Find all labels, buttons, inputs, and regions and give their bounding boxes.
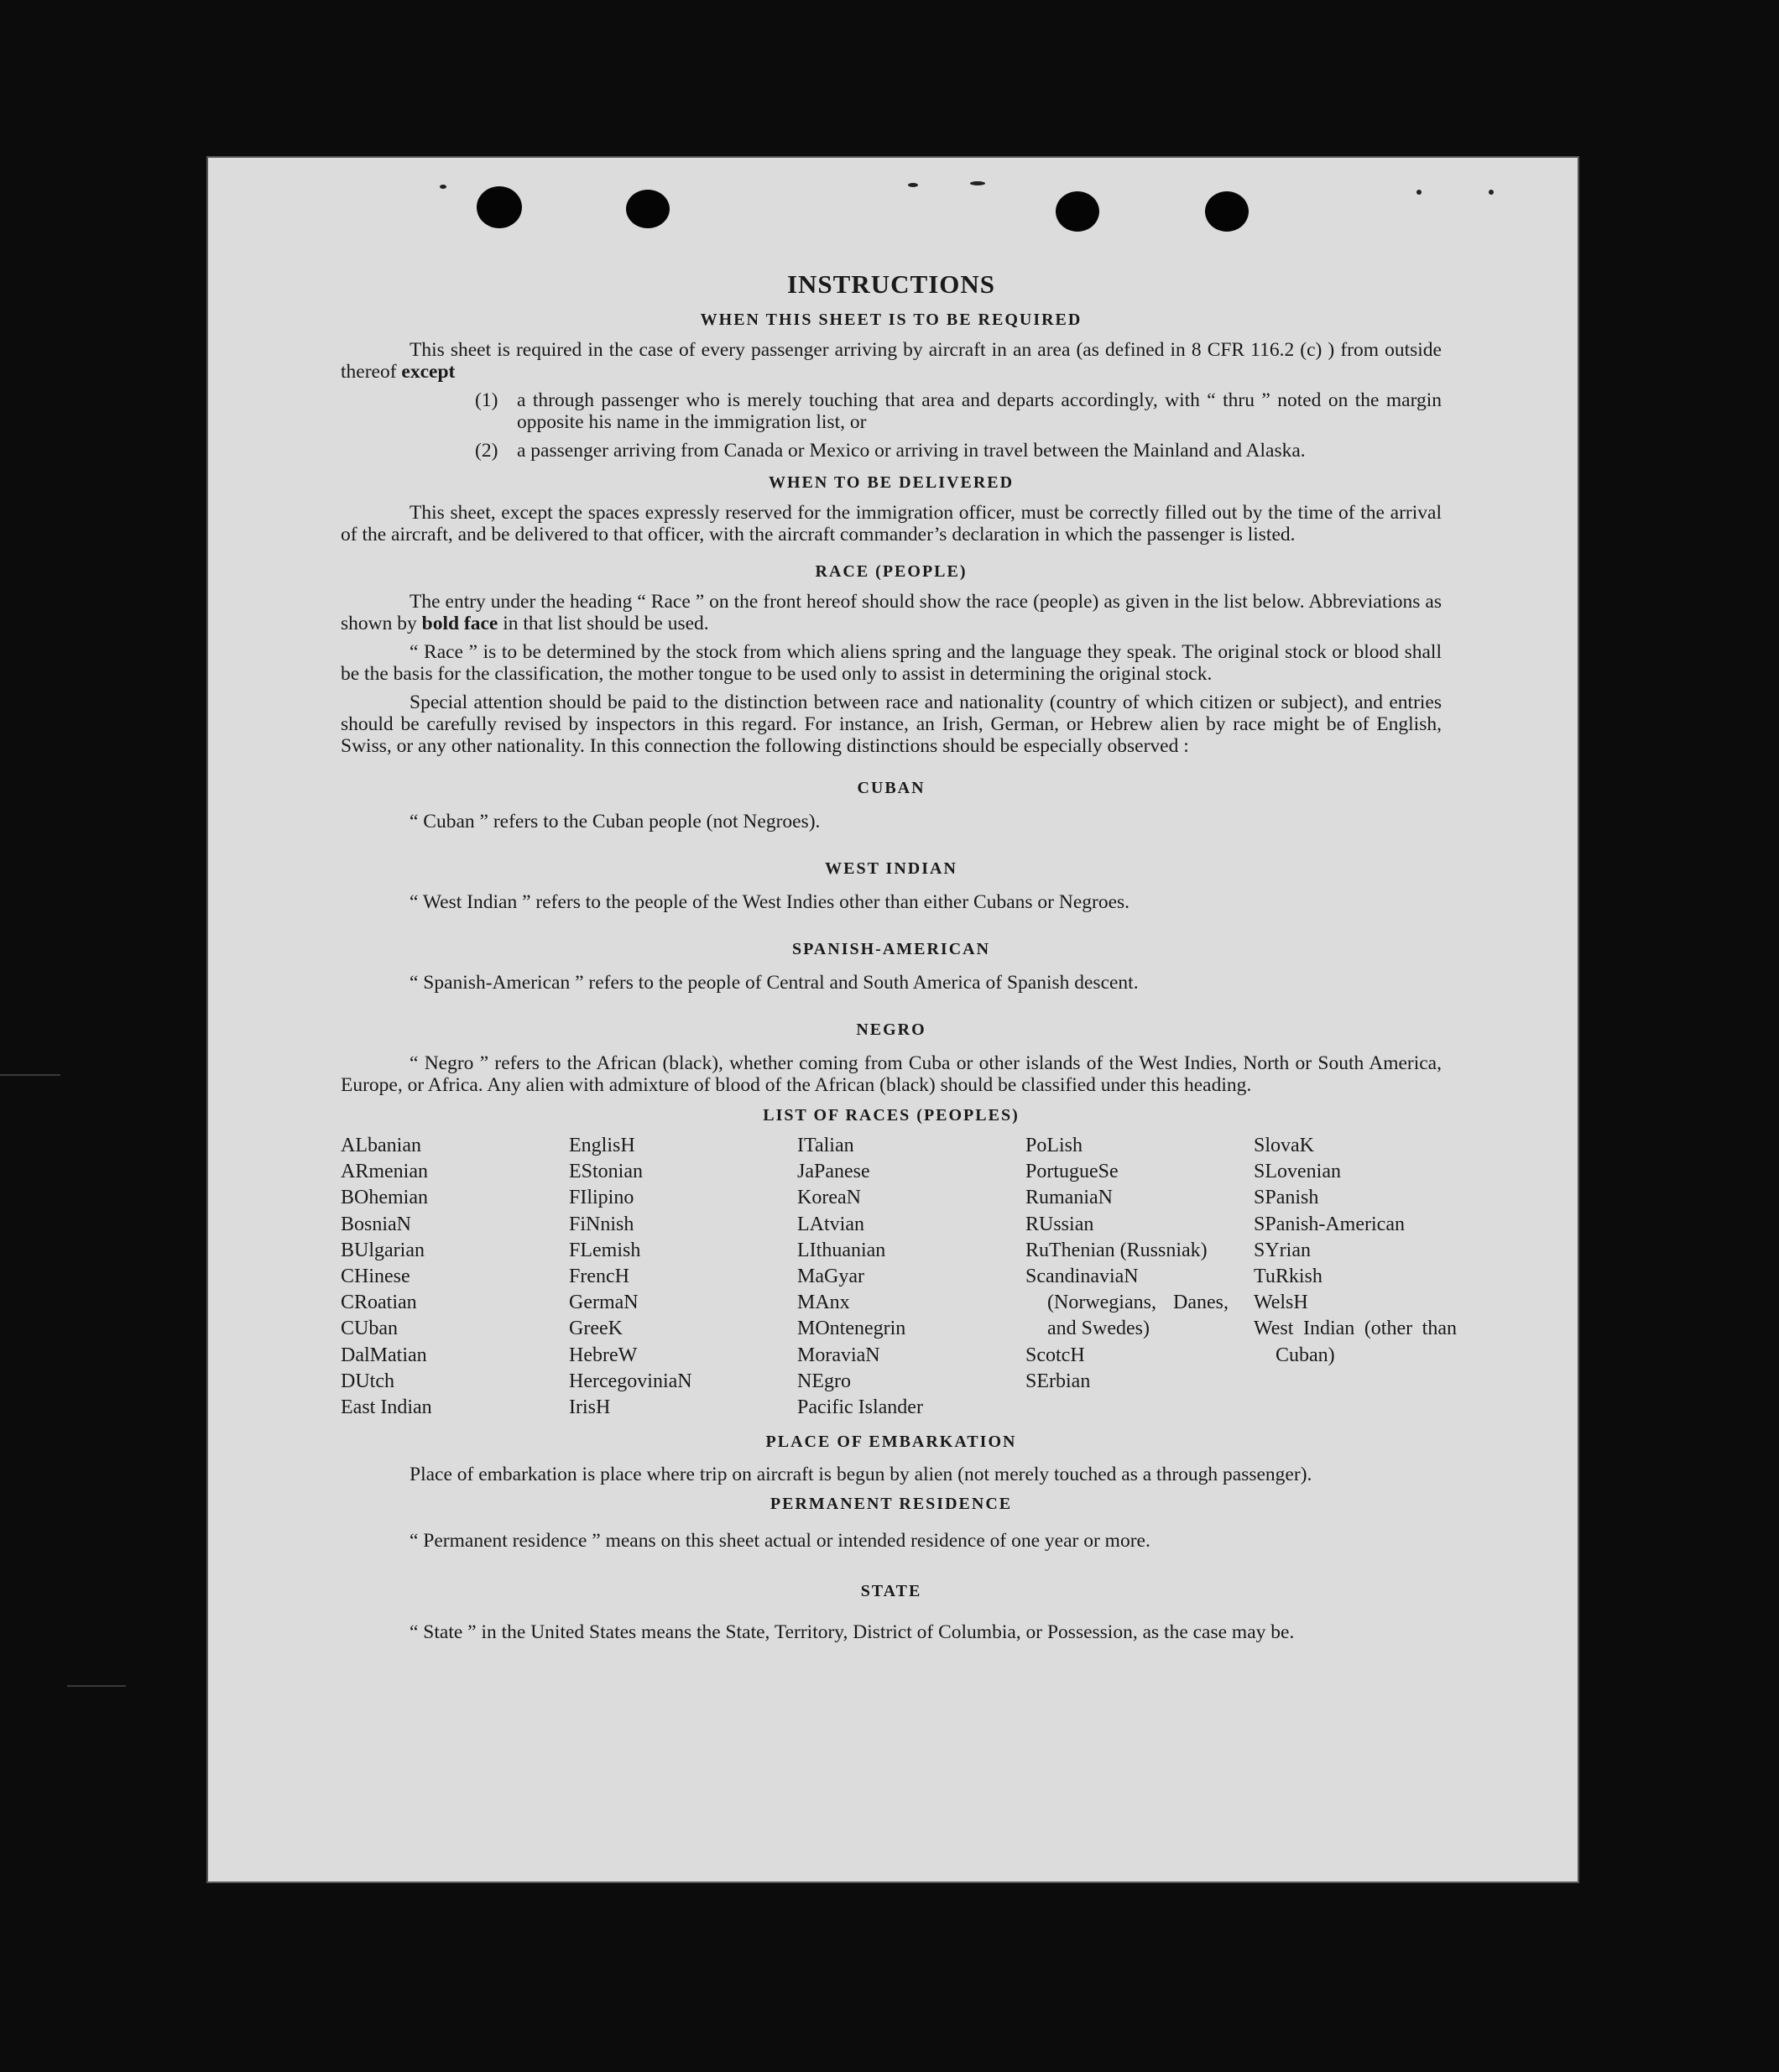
section-heading: RACE (PEOPLE) — [815, 562, 968, 581]
race-entry: SlovaK — [1254, 1135, 1314, 1156]
race-entry: West Indian (other than Cuban) — [1254, 1318, 1457, 1366]
race-entry: CUban — [341, 1318, 398, 1340]
instructions-content — [341, 269, 1457, 1646]
race-entry: JaPanese — [797, 1161, 870, 1183]
paragraph-text: in that list should be used. — [503, 613, 709, 634]
race-entry: MoraviaN — [797, 1344, 880, 1366]
race-entry: KoreaN — [797, 1187, 861, 1209]
race-entry: RumaniaN — [1025, 1187, 1113, 1209]
race-entry: BosniaN — [341, 1213, 411, 1235]
race-column — [1254, 1133, 1457, 1421]
race-entry: FLemish — [569, 1239, 641, 1261]
section-paragraph: This sheet, except the spaces expressly reserved for the immigration officer, must be correctly filled out by the time of the arrival of the aircraft, and be delivered to that officer, with the aircraft commander’s declaration in which the passenger is listed. — [341, 502, 1442, 545]
race-column — [797, 1133, 1025, 1421]
section-paragraph: “ Permanent residence ” means on this sheet actual or intended residence of one year or more. — [410, 1530, 1150, 1553]
race-entry: IrisH — [569, 1396, 611, 1419]
section-heading: PLACE OF EMBARKATION — [765, 1433, 1017, 1452]
speck — [970, 181, 985, 185]
speck — [440, 185, 446, 189]
race-entry: RuThenian (Russniak) — [1025, 1239, 1208, 1261]
race-entry: ALbanian — [341, 1135, 421, 1156]
race-entry: RUssian — [1025, 1213, 1094, 1235]
section-heading: SPANISH-AMERICAN — [791, 940, 991, 958]
section-heading: PERMANENT RESIDENCE — [770, 1495, 1013, 1514]
speck — [1489, 190, 1494, 195]
race-entry: SLovenian — [1254, 1161, 1341, 1183]
race-entry: SYrian — [1254, 1239, 1311, 1261]
section-paragraph: “ Spanish-American ” refers to the people of Central and South America of Spanish descent. — [410, 972, 1139, 994]
punch-hole — [1205, 191, 1249, 232]
race-entry: SPanish — [1254, 1187, 1319, 1209]
emphasis-text: bold face — [421, 613, 498, 634]
item-text: a through passenger who is merely touching that area and departs accordingly, with “ thru ” noted on the margin opposite his name in the immigration list, or — [517, 389, 1442, 433]
section-heading: WEST INDIAN — [825, 859, 957, 878]
race-entry: ScandinaviaN (Norwegians, Danes, and Swedes) — [1025, 1266, 1229, 1340]
paragraph-text: This sheet is required in the case of every passenger arriving by aircraft in an area (as defined in 8 CFR 116.2 (c) ) from outside thereof — [341, 339, 1442, 383]
race-entry: ARmenian — [341, 1161, 428, 1183]
race-entry: MaGyar — [797, 1266, 864, 1288]
race-entry: GreeK — [569, 1318, 623, 1340]
race-entry: GermaN — [569, 1292, 639, 1314]
race-entry: HercegoviniaN — [569, 1370, 692, 1392]
race-entry: DalMatian — [341, 1344, 427, 1366]
race-entry: LIthuanian — [797, 1239, 886, 1261]
scan-mark — [0, 1074, 60, 1076]
section-paragraph — [341, 591, 1442, 634]
page-title: INSTRUCTIONS — [786, 269, 995, 299]
race-entry: LAtvian — [797, 1213, 864, 1235]
section-paragraph: “ State ” in the United States means the State, Territory, District of Columbia, or Possession, as the case may be. — [410, 1621, 1295, 1644]
race-entry: BOhemian — [341, 1187, 428, 1209]
section-paragraph: “ Negro ” refers to the African (black), whether coming from Cuba or other islands of the West Indies, North or South America, Europe, or Africa. Any alien with admixture of blood of the African (black) should be classified under this heading. — [341, 1052, 1442, 1096]
speck — [908, 183, 918, 187]
section-heading: NEGRO — [856, 1020, 926, 1039]
race-entry: EStonian — [569, 1161, 643, 1183]
race-column — [569, 1133, 797, 1421]
section-heading: WHEN TO BE DELIVERED — [768, 473, 1015, 492]
race-entry: SPanish-American — [1254, 1213, 1405, 1235]
race-entry: Pacific Islander — [797, 1396, 923, 1419]
punch-hole — [1056, 191, 1099, 232]
race-entry: DUtch — [341, 1370, 394, 1392]
race-column — [341, 1133, 569, 1421]
speck — [1416, 190, 1422, 195]
item-number: (1) — [475, 389, 498, 411]
section-paragraph: “ Race ” is to be determined by the stock from which aliens spring and the language they speak. The original stock or blood shall be the basis for the classification, the mother tongue to be used only to assist in determining the original stock. — [341, 641, 1442, 685]
list-item — [475, 440, 1442, 462]
race-entry: FiNnish — [569, 1213, 634, 1235]
race-entry: MOntenegrin — [797, 1318, 906, 1340]
race-entry: FIlipino — [569, 1187, 634, 1209]
race-list — [341, 1133, 1457, 1421]
list-item — [475, 389, 1442, 433]
scan-mark — [67, 1685, 126, 1687]
race-entry: PortugueSe — [1025, 1161, 1119, 1183]
section-heading: WHEN THIS SHEET IS TO BE REQUIRED — [700, 311, 1083, 329]
section-paragraph: Place of embarkation is place where trip on aircraft is begun by alien (not merely touched as a through passenger). — [410, 1464, 1312, 1486]
document-sheet — [206, 156, 1579, 1883]
item-text: a passenger arriving from Canada or Mexico or arriving in travel between the Mainland and Alaska. — [517, 440, 1306, 462]
section-heading: STATE — [860, 1582, 922, 1601]
race-column — [1025, 1133, 1254, 1421]
section-paragraph: Special attention should be paid to the distinction between race and nationality (country of which citizen or subject), and entries should be carefully revised by inspectors in this regard. For instance, an Irish, German, or Hebrew alien by race might be of English, Swiss, or any other nationality. In this connection the following distinctions should be especially observed : — [341, 692, 1442, 757]
race-entry: ScotcH — [1025, 1344, 1085, 1366]
race-entry: ITalian — [797, 1135, 854, 1156]
race-entry: HebreW — [569, 1344, 638, 1366]
race-entry: EnglisH — [569, 1135, 635, 1156]
item-number: (2) — [475, 440, 498, 462]
race-entry: NEgro — [797, 1370, 851, 1392]
section-paragraph: “ West Indian ” refers to the people of the West Indies other than either Cubans or Negroes. — [410, 891, 1130, 913]
section-paragraph — [341, 339, 1442, 383]
race-entry: TuRkish — [1254, 1266, 1323, 1288]
emphasis-text: except — [401, 361, 456, 383]
race-entry: WelsH — [1254, 1292, 1308, 1314]
race-entry: SErbian — [1025, 1370, 1091, 1392]
punch-hole — [626, 190, 670, 228]
race-entry: MAnx — [797, 1292, 850, 1314]
section-heading: LIST OF RACES (PEOPLES) — [763, 1106, 1020, 1125]
race-entry: CRoatian — [341, 1292, 417, 1314]
race-entry: East Indian — [341, 1396, 432, 1419]
race-entry: FrencH — [569, 1266, 629, 1288]
race-entry: CHinese — [341, 1266, 410, 1288]
race-entry: PoLish — [1025, 1135, 1083, 1156]
paragraph-text: The entry under the heading “ Race ” on the front hereof should show the race (people) as given in the list below. Abbreviations as shown by — [341, 591, 1442, 634]
section-heading: CUBAN — [857, 779, 926, 797]
section-paragraph: “ Cuban ” refers to the Cuban people (not Negroes). — [410, 811, 821, 832]
punch-hole — [477, 186, 522, 228]
race-entry: BUlgarian — [341, 1239, 425, 1261]
